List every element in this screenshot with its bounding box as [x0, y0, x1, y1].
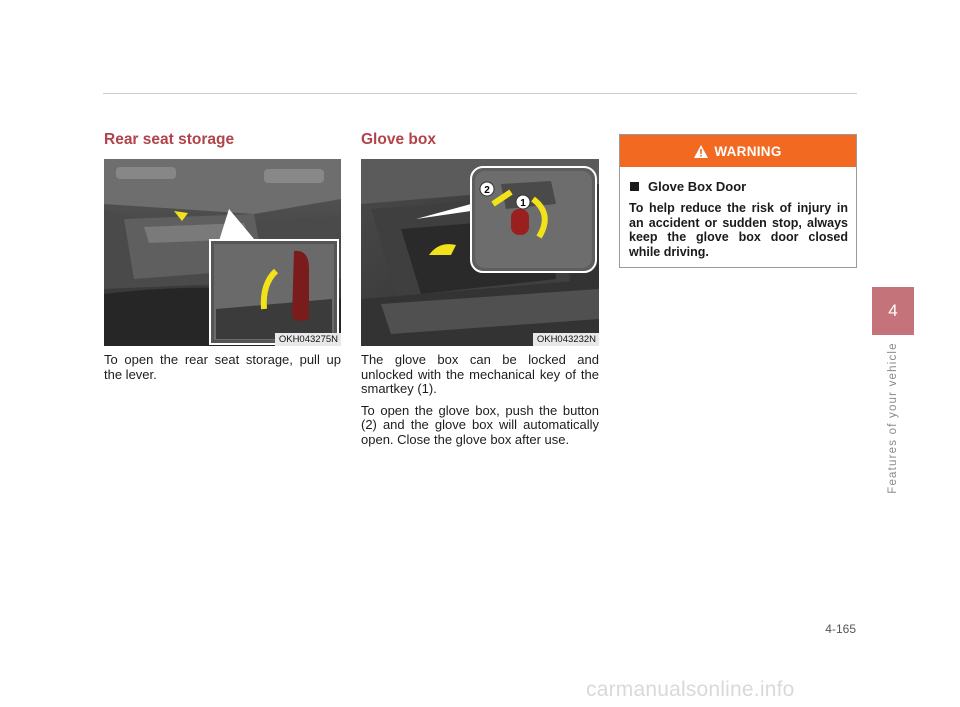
watermark: carmanualsonline.info — [586, 678, 795, 701]
rear-storage-heading: Rear seat storage — [104, 131, 235, 148]
rear-storage-text — [104, 353, 341, 389]
glove-box-paragraph-2: To open the glove box, push the button (2) and the glove box will automatically open. Close the glove box after use. — [361, 402, 599, 447]
rear-storage-figure — [104, 159, 341, 346]
rear-storage-illustration — [104, 159, 341, 346]
bullet-square-icon — [630, 182, 639, 191]
warning-box — [619, 134, 857, 268]
glove-box-figure-code: OKH043232N — [533, 333, 599, 346]
header-rule — [103, 93, 857, 94]
warning-title — [630, 179, 856, 194]
rear-storage-figure-code: OKH043275N — [275, 333, 341, 346]
warning-title-label: Glove Box Door — [648, 179, 747, 194]
rear-storage-paragraph: To open the rear seat storage, pull up the lever. — [104, 352, 341, 382]
chapter-tab: 4 — [872, 287, 914, 335]
warning-header — [620, 135, 856, 167]
glove-box-text — [361, 353, 599, 454]
glove-box-illustration — [361, 159, 599, 346]
glove-box-paragraph-1: The glove box can be locked and unlocked with the mechanical key of the smartkey (1). — [361, 352, 599, 396]
callout-1-label: 1 — [520, 198, 526, 209]
glove-box-heading: Glove box — [361, 131, 436, 148]
warning-header-label: WARNING — [714, 143, 782, 159]
glove-box-figure — [361, 159, 599, 346]
chapter-title: Features of your vehicle — [887, 342, 899, 494]
page-number: 4-165 — [825, 622, 856, 636]
warning-triangle-icon — [694, 145, 708, 158]
callout-2-label: 2 — [484, 185, 490, 196]
warning-text: To help reduce the risk of injury in an accident or sudden stop, always keep the glove box door closed while driving. — [629, 201, 848, 259]
